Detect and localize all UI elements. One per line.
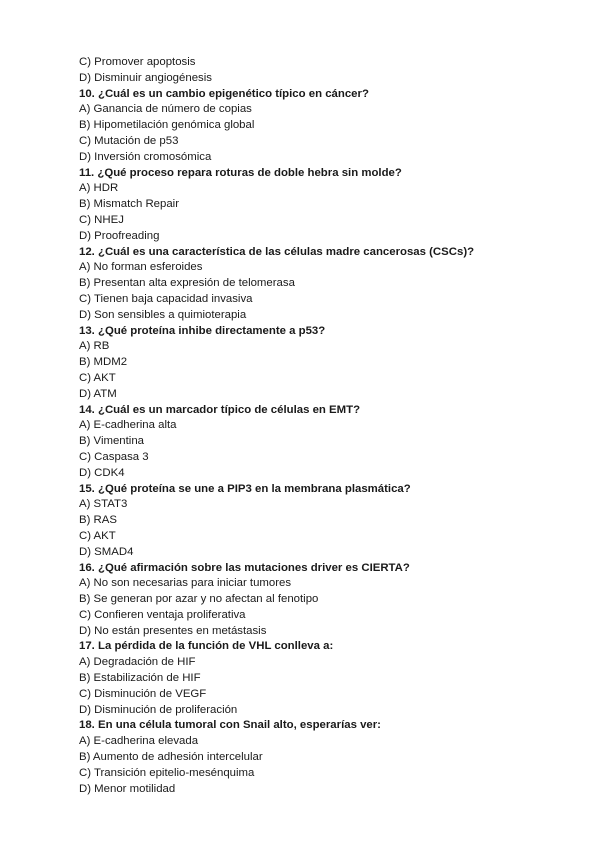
answer-option: B) Aumento de adhesión intercelular xyxy=(79,751,263,764)
answer-option: A) No forman esferoides xyxy=(79,261,203,274)
answer-option: D) SMAD4 xyxy=(79,545,134,558)
answer-option: C) Promover apoptosis xyxy=(79,56,196,68)
answer-option: C) Disminución de VEGF xyxy=(79,687,207,700)
answer-option: B) Mismatch Repair xyxy=(79,198,180,211)
answer-option: A) HDR xyxy=(79,182,119,195)
question-heading: 17. La pérdida de la función de VHL conlleva a: xyxy=(79,640,334,653)
question-heading: 10. ¿Cuál es un cambio epigenético típico en cáncer? xyxy=(79,87,369,100)
answer-option: B) Vimentina xyxy=(79,435,145,448)
question-heading: 18. En una célula tumoral con Snail alto, esperarías ver: xyxy=(79,719,381,732)
answer-option: C) NHEJ xyxy=(79,213,124,226)
answer-option: D) Inversión cromosómica xyxy=(79,150,212,163)
answer-option: B) MDM2 xyxy=(79,356,128,369)
answer-option: B) Estabilización de HIF xyxy=(79,672,201,685)
answer-option: D) No están presentes en metástasis xyxy=(79,624,267,637)
question-heading: 13. ¿Qué proteína inhibe directamente a p53? xyxy=(79,324,326,337)
question-heading: 14. ¿Cuál es un marcador típico de células en EMT? xyxy=(79,403,361,416)
answer-option: A) Degradación de HIF xyxy=(79,656,196,669)
answer-option: C) Tienen baja capacidad invasiva xyxy=(79,292,253,305)
answer-option: B) RAS xyxy=(79,514,117,527)
answer-option: A) RB xyxy=(79,340,110,353)
answer-option: A) E-cadherina alta xyxy=(79,419,177,432)
answer-option: D) Disminuir angiogénesis xyxy=(79,71,212,84)
answer-option: C) Confieren ventaja proliferativa xyxy=(79,608,246,621)
answer-option: B) Presentan alta expresión de telomerasa xyxy=(79,277,295,290)
answer-option: A) No son necesarias para iniciar tumores xyxy=(79,577,292,590)
answer-option: D) CDK4 xyxy=(79,466,125,479)
answer-option: C) Caspasa 3 xyxy=(79,450,149,463)
answer-option: C) AKT xyxy=(79,529,116,542)
question-heading: 15. ¿Qué proteína se une a PIP3 en la membrana plasmática? xyxy=(79,482,411,495)
answer-option: A) E-cadherina elevada xyxy=(79,735,199,748)
answer-option: A) STAT3 xyxy=(79,498,128,511)
answer-option: C) Transición epitelio-mesénquima xyxy=(79,766,255,779)
answer-option: A) Ganancia de número de copias xyxy=(79,103,252,116)
answer-option: D) Disminución de proliferación xyxy=(79,703,238,716)
document-page xyxy=(79,55,579,797)
question-heading: 12. ¿Cuál es una característica de las células madre cancerosas (CSCs)? xyxy=(79,245,475,258)
answer-option: B) Hipometilación genómica global xyxy=(79,119,255,132)
answer-option: C) AKT xyxy=(79,371,116,384)
question-heading: 11. ¿Qué proceso repara roturas de doble hebra sin molde? xyxy=(79,166,402,179)
answer-option: D) Proofreading xyxy=(79,229,160,242)
answer-option: D) Menor motilidad xyxy=(79,782,176,795)
answer-option: D) ATM xyxy=(79,387,117,400)
question-heading: 16. ¿Qué afirmación sobre las mutaciones driver es CIERTA? xyxy=(79,561,410,574)
answer-option: D) Son sensibles a quimioterapia xyxy=(79,308,247,321)
answer-option: B) Se generan por azar y no afectan al fenotipo xyxy=(79,593,319,606)
answer-option: C) Mutación de p53 xyxy=(79,134,179,147)
